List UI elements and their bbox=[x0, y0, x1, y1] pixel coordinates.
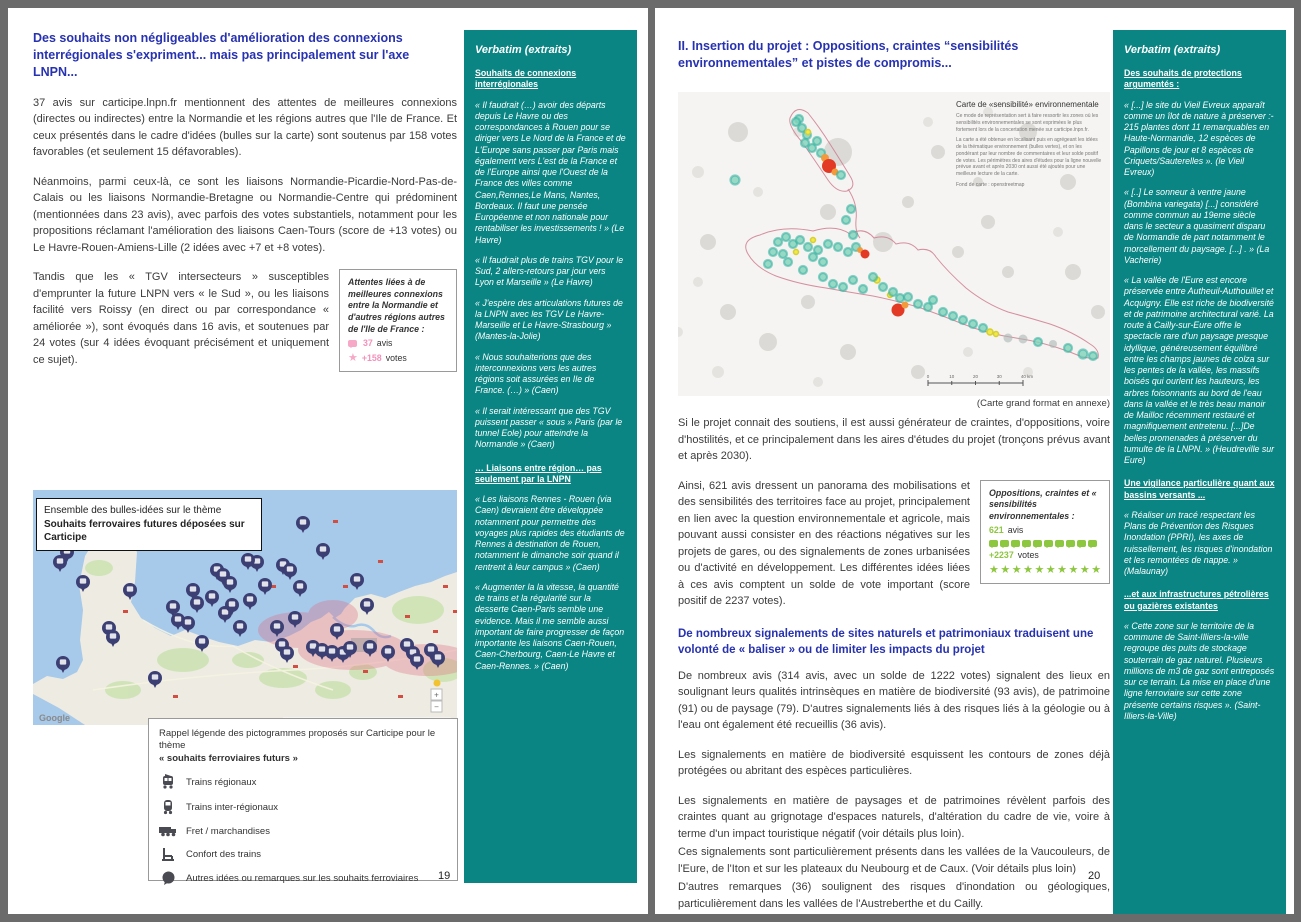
page-20-paragraph-2-wrap bbox=[678, 478, 1110, 610]
verbatim-block: « La vallée de l'Eure est encore préservée entre Autheuil-Authouillet et Acquigny. Elle est riche de biodiversité et de patrimoine architectural varié. La route à Cailly-sur-Eure offre le spectacle rare d'un paysage presque idyllique, généreusement équilibré entre les champs jaunes de colza sur les pentes de la vallée, les massifs boisés qui ourlent les hauteurs, les arbres foisonnants au bord de l'eau dans la vallée et le très beau manoir de Mailloc récemment restauré et magnifiquement entretenu. [...]De belles promenades à préserver du tumulte de la LNPN. » (Heudreville sur Eure) bbox=[1124, 275, 1275, 465]
legend-item-other-ideas: Autres idées ou remarques sur les souhaits ferroviaires bbox=[159, 871, 447, 886]
regional-train-icon bbox=[159, 774, 177, 790]
votes-count: +2237 bbox=[989, 550, 1014, 561]
environmental-sensitivity-map bbox=[678, 92, 1110, 396]
oppositions-stat-box bbox=[980, 480, 1110, 585]
page-19-paragraph-3-wrap bbox=[33, 269, 457, 368]
svg-text:20: 20 bbox=[972, 374, 979, 379]
bubble-ideas-map bbox=[33, 490, 457, 725]
verbatim-block: « Il serait intéressant que des TGV puissent passer « sous » Paris (par le tunnel Eole) pour atteindre la Normandie » (Caen) bbox=[475, 405, 623, 450]
legend-item-regional-trains: Trains régionaux bbox=[159, 774, 447, 790]
vote-bubbles-row bbox=[989, 539, 1101, 547]
map-legend-text bbox=[956, 100, 1104, 188]
speech-bubble-icon bbox=[989, 540, 998, 547]
sensitivity-map-title: Carte de «sensibilité» environnementale bbox=[956, 100, 1099, 109]
page-20-paragraph-2: Ainsi, 621 avis dressent un panorama des mobilisations et des sensibilités des territoires face au projet, principalement en lien avec la question environnementale et agricole, mais pouvant aussi consister en des réactions négatives sur les projets de gares, ou des signalements de zones urbanisées ou d'activité en développement. Les différentes idées liées à ces avis comptent un solde de vote important (score positif de 2237 votes). bbox=[678, 479, 970, 607]
map-zoom-controls bbox=[431, 689, 442, 712]
stat-box-caption: Attentes liées à de meilleures connexions entre la Normandie et d'autres régions autres de l'Ile de France : bbox=[348, 277, 445, 334]
interregional-train-icon bbox=[159, 799, 177, 815]
verbatim-block: Souhaits de connexions interrégionales bbox=[475, 68, 577, 90]
verbatim-block: « Il faudrait plus de trains TGV pour le Sud, 2 allers-retours par jour vers Lyon et Marseille » (Le Havre) bbox=[475, 254, 624, 288]
page-20-heading: II. Insertion du projet : Oppositions, craintes “sensibilités environnementales” et pistes de compromis... bbox=[678, 39, 1019, 70]
sensitivity-map-desc-1: Ce mode de représentation sert à faire ressortir les zones où les sensibilités environnementales se sont exprimées le plus fortement lors de la concertation menée sur carticipe.lnpn.fr. bbox=[956, 113, 1099, 133]
page-number-19: 19 bbox=[438, 870, 451, 882]
avis-count-row bbox=[348, 338, 448, 348]
page-20-subheading: De nombreux signalements de sites naturels et patrimoniaux traduisent une volonté de « baliser » ou de limiter les impacts du projet bbox=[678, 627, 1094, 656]
page-19-paragraph-3: Tandis que les « TGV intersecteurs » susceptibles d'emprunter la future LNPN vers « le Sud », ou les liaisons facilité vers Roissy (en direct ou par correspondance « améliorée »), sont évoqués dans 16 avis, et soutenues par 24 votes (sur 4 idées évoquant précisément et uniquement ce sujet). bbox=[33, 271, 329, 366]
speech-bubble-icon bbox=[159, 871, 177, 886]
svg-text:30: 30 bbox=[996, 374, 1002, 379]
speech-bubble-icon bbox=[1044, 540, 1053, 547]
svg-text:0: 0 bbox=[926, 374, 930, 379]
map-title-line-3: Carticipe bbox=[44, 532, 87, 543]
verbatim-blocks bbox=[1124, 68, 1275, 722]
votes-count-row bbox=[989, 550, 1101, 560]
avis-count: 37 bbox=[363, 338, 373, 349]
connections-stat-box bbox=[339, 269, 457, 372]
verbatim-block: « J'espère des articulations futures de la LNPN avec les TGV Le Havre-Marseille et Le Havre-Strasbourg » (Mantes-la-Jolie) bbox=[475, 297, 623, 342]
speech-bubble-icon bbox=[1077, 540, 1086, 547]
votes-count: +158 bbox=[361, 352, 382, 363]
votes-label: votes bbox=[385, 352, 407, 363]
svg-text:10: 10 bbox=[949, 374, 955, 379]
avis-label: avis bbox=[1007, 525, 1024, 536]
votes-label: votes bbox=[1017, 550, 1039, 561]
freight-icon bbox=[159, 824, 177, 838]
avis-count-row bbox=[989, 525, 1101, 535]
map-title-box bbox=[36, 498, 262, 551]
verbatim-block: ...et aux infrastructures pétrolières ou gazières existantes bbox=[1124, 589, 1269, 611]
page-20 bbox=[655, 8, 1294, 914]
map-title-line-1: Ensemble des bulles-idées sur le thème bbox=[44, 505, 222, 516]
verbatim-block: « Réaliser un tracé respectant les Plans de Prévention des Risques Inondation (PPRI), les axes de ruissellement, les risques d'inondation et les remontées de nappe. » (Malaunay) bbox=[1124, 509, 1273, 576]
google-logo: Google bbox=[39, 713, 70, 723]
pegman-icon bbox=[434, 680, 441, 687]
verbatim-block: « Cette zone sur le territoire de la commune de Saint-Illiers-la-ville regroupe des puits de stockage souterrain de gaz naturel. Plusieurs millions de m3 de gaz sont entreposés sur ce terrain. La mise en place d'une ligne ferroviaire sur cette zone présente certains risques ». (Saint-Illiers-la-Ville) bbox=[1124, 620, 1275, 721]
speech-bubble-icon bbox=[348, 340, 357, 347]
verbatim-title: Verbatim (extraits) bbox=[1124, 44, 1221, 56]
verbatim-block: « Les liaisons Rennes - Rouen (via Caen) devraient être développée notamment pour permettre des voyages plus rapides des étudiants de Rennes à destination de Rouen, notamment le dimanche soir quand il rentrent à leur campus » (Caen) bbox=[475, 494, 625, 572]
train-comfort-icon bbox=[159, 847, 177, 862]
verbatim-block: « [..] Le sonneur à ventre jaune (Bombina variegata) [...] considéré comme commun au 19eme siècle dans le secteur a quasiment disparu de Normandie de part notamment le morcellement du paysage. [...] . » (La Vacherie) bbox=[1124, 187, 1270, 265]
sensitivity-map-source: Fond de carte : openstreetmap bbox=[956, 181, 1025, 188]
page-19-heading: Des souhaits non négligeables d'amélioration des connexions interrégionales s'expriment... mais pas principalement sur l'axe LNPN... bbox=[33, 31, 410, 79]
speech-bubble-icon bbox=[1033, 540, 1042, 547]
legend-item-interregional-trains: Trains inter-régionaux bbox=[159, 799, 447, 815]
verbatim-block: Une vigilance particulière quant aux bassins versants ... bbox=[1124, 478, 1275, 500]
verbatim-sidebar-left bbox=[464, 30, 637, 883]
svg-text:+: + bbox=[434, 690, 439, 700]
vote-stars-row: ★★★★★★★★★★ bbox=[989, 564, 1103, 577]
page-19-paragraph-1: 37 avis sur carticipe.lnpn.fr mentionnent des attentes de meilleures connexions (directes ou indirectes) entre la Normandie et les régions autres que l'Ile de France. Et ceux présentés dans le cadre d'idées (bulles sur la carte) sont soutenus par 158 votes favorables (et seulement 15 défavorables). bbox=[33, 96, 457, 159]
page-20-paragraph-3: De nombreux avis (314 avis, avec un solde de 1222 votes) signalent des lieux en soulignant leurs qualités intrinsèques en matière de biodiversité (93 avis), de patrimoine (91) ou de paysage (79). D'autres signalements liés à des risques liés à la géologie ou à l'eau ont également été recueillis (36 avis). bbox=[678, 669, 1110, 732]
verbatim-block: « Il faudrait (…) avoir des départs depuis Le Havre ou des correspondances à Rouen pour se diriger vers Le Nord de la France et de L'Europe sans passer par Paris mais également vers L'est de la France et de l'Europe ainsi que l'Ouest de la France des villes comme Caen,Rennes,Le Mans, Nantes, Bordeaux. Il faut une pensée Européenne et non nationale pour rentabiliser les investissements ! » (Le Havre) bbox=[475, 99, 626, 245]
verbatim-blocks bbox=[475, 68, 626, 672]
pictogram-legend-box bbox=[148, 718, 458, 885]
speech-bubble-icon bbox=[1088, 540, 1097, 547]
verbatim-block: « Augmenter la la vitesse, la quantité de trains et la régularité sur la desserte Caen-Paris semble une evidence. Mais il me semble aussi important de faire progresser de façon importante les liaisons Caen-Rouen, Caen-Cherbourg, Caen-Le Havre et Caen-Rennes. » (Caen) bbox=[475, 581, 625, 671]
page-19-main-column bbox=[33, 30, 457, 381]
svg-text:−: − bbox=[434, 702, 439, 712]
avis-label: avis bbox=[376, 338, 393, 349]
speech-bubble-icon bbox=[1055, 540, 1064, 547]
map-title-line-2: Souhaits ferrovaires futures déposées sur bbox=[44, 518, 245, 530]
speech-bubble-icon bbox=[1000, 540, 1009, 547]
page-20-paragraph-1: Si le projet connait des soutiens, il est aussi générateur de craintes, d'oppositions, voire d'hostilités, et ce principalement dans les aires d'études du projet (tronçons prévus avant et après 2030). bbox=[678, 417, 1110, 462]
sensitivity-map-desc-2: La carte a été obtenue en localisant puis en agrégeant les idées de la thématique environnement (bulles vertes), et on les pondérant par leur nombre de commentaires et leur solde positif de votes. Les périmètres des aires d'études pour la ligne nouvelle prévue avant et après 2030 ont aussi été ajoutés pour une meilleure lecture de la carte. bbox=[956, 137, 1102, 177]
map-annex-caption: (Carte grand format en annexe) bbox=[976, 398, 1110, 409]
page-20-paragraph-5: Les signalements en matière de paysages et de patrimoines révèlent parfois des craintes quant au grignotage d'espaces naturels, d'altération du cadre de vie, voire à terme d'un impact touristique négatif (voir détails plus loin). bbox=[678, 794, 1110, 840]
page-19-paragraph-2: Néanmoins, parmi ceux-là, ce sont les liaisons Normandie-Picardie-Nord-Pas-de-Calais ou les liaisons Normandie-Bretagne ou Normandie-Centre qui prédominent (mentionnées dans 23 avis), avec parfois des votes substantiels, notamment pour les propositions réclamant l'amélioration des liaisons Caen-Tours (score de +13 votes) ou Le Havre-Rouen-Amiens-Lille (2 idées avec +7 et +8 votes). bbox=[33, 175, 457, 254]
verbatim-sidebar-right bbox=[1113, 30, 1286, 914]
page-20-paragraph-6: Ces signalements sont particulièrement présents dans les vallées de la Vaucouleurs, de l'Eure, de l'Iton et sur les plateaux du Neubourg et de Caux. (Voir détails plus loin) bbox=[678, 846, 1110, 875]
page-20-paragraph-4: Les signalements en matière de biodiversité esquissent les contours de zones déjà protégées ou abritant des espèces particulières. bbox=[678, 748, 1110, 778]
verbatim-block: « Nous souhaiterions que des interconnexions vers les autres régions soit assurées en Ile de France. (…) » (Caen) bbox=[475, 351, 597, 396]
star-icon: ★ bbox=[348, 352, 358, 365]
page-20-heading-wrap bbox=[678, 38, 1110, 86]
page-number-20: 20 bbox=[1088, 870, 1101, 882]
page-20-paragraph-7: D'autres remarques (36) soulignent des risques d'inondation ou géologiques, particulièrement dans les vallées de l'Austreberthe et du Cailly. bbox=[678, 881, 1110, 910]
avis-count: 621 bbox=[989, 525, 1004, 536]
legend-title: Rappel légende des pictogrammes proposés sur Carticipe pour le thème « souhaits ferroviaires futurs » bbox=[159, 728, 436, 764]
votes-count-row bbox=[348, 351, 448, 364]
verbatim-block: Des souhaits de protections argumentés : bbox=[1124, 68, 1242, 90]
stat-box-caption: Oppositions, craintes et « sensibilités environnementales : bbox=[989, 487, 1097, 521]
speech-bubble-icon bbox=[1011, 540, 1020, 547]
verbatim-block: … Liaisons entre région… pas seulement par la LNPN bbox=[475, 462, 602, 484]
verbatim-title: Verbatim (extraits) bbox=[475, 44, 572, 56]
speech-bubble-icon bbox=[1066, 540, 1075, 547]
page-19 bbox=[8, 8, 648, 914]
svg-text:40 km: 40 km bbox=[1020, 374, 1034, 379]
speech-bubble-icon bbox=[1022, 540, 1031, 547]
legend-item-freight: Fret / marchandises bbox=[159, 824, 447, 838]
verbatim-block: « [...] le site du Vieil Evreux apparaît comme un îlot de nature à préserver :- 215 plantes dont 11 remarquables en Haute-Normandie, 12 espèces de Papillons de jour et 8 espèces de Criquets/Sauterelles ». (le Vieil Evreux) bbox=[1124, 99, 1274, 177]
page-20-main-column bbox=[678, 398, 1110, 914]
legend-item-comfort: Confort des trains bbox=[159, 847, 447, 862]
